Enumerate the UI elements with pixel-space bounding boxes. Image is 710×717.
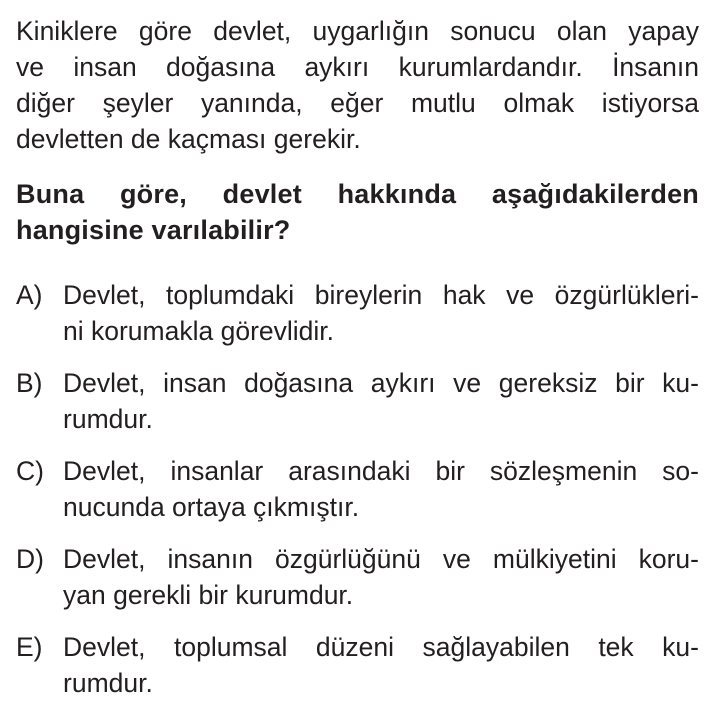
passage-text — [16, 13, 699, 157]
option-letter: E) — [16, 632, 43, 662]
option-text — [63, 365, 699, 437]
option-text — [63, 541, 699, 613]
option-b[interactable] — [16, 365, 699, 437]
option-line: Devlet, toplumdaki bireylerin hak ve özgürlükleri- — [63, 280, 699, 310]
option-a[interactable] — [16, 277, 699, 349]
option-letter: B) — [16, 368, 43, 398]
question-line: Buna göre, devlet hakkında aşağıdakilerden — [16, 179, 699, 209]
option-text — [63, 629, 699, 701]
question-page — [16, 13, 699, 717]
option-text — [63, 453, 699, 525]
passage-line: Kiniklere göre devlet, uygarlığın sonucu olan yapay — [16, 16, 699, 46]
option-letter: C) — [16, 456, 44, 486]
option-line: Devlet, insanın özgürlüğünü ve mülkiyetini koru- — [63, 544, 699, 574]
option-line: nucunda ortaya çıkmıştır. — [63, 492, 360, 522]
option-line: rumdur. — [63, 404, 153, 434]
option-letter: D) — [16, 544, 44, 574]
option-d[interactable] — [16, 541, 699, 613]
question-line: hangisine varılabilir? — [16, 215, 291, 245]
option-line: rumdur. — [63, 668, 153, 698]
option-text — [63, 277, 699, 349]
option-line: Devlet, toplumsal düzeni sağlayabilen tek ku- — [63, 632, 699, 662]
option-line: Devlet, insanlar arasındaki bir sözleşmenin so- — [63, 456, 699, 486]
passage-line: ve insan doğasına aykırı kurumlardandır. İnsanın — [16, 52, 699, 82]
passage-line: devletten de kaçması gerekir. — [16, 124, 361, 154]
option-e[interactable] — [16, 629, 699, 701]
option-line: ni korumakla görevlidir. — [63, 316, 335, 346]
passage-line: diğer şeyler yanında, eğer mutlu olmak istiyorsa — [16, 88, 699, 118]
answer-options — [16, 277, 699, 701]
question-stem — [16, 176, 699, 248]
option-c[interactable] — [16, 453, 699, 525]
option-line: yan gerekli bir kurumdur. — [63, 580, 354, 610]
option-letter: A) — [16, 280, 43, 310]
option-line: Devlet, insan doğasına aykırı ve gereksiz bir ku- — [63, 368, 699, 398]
